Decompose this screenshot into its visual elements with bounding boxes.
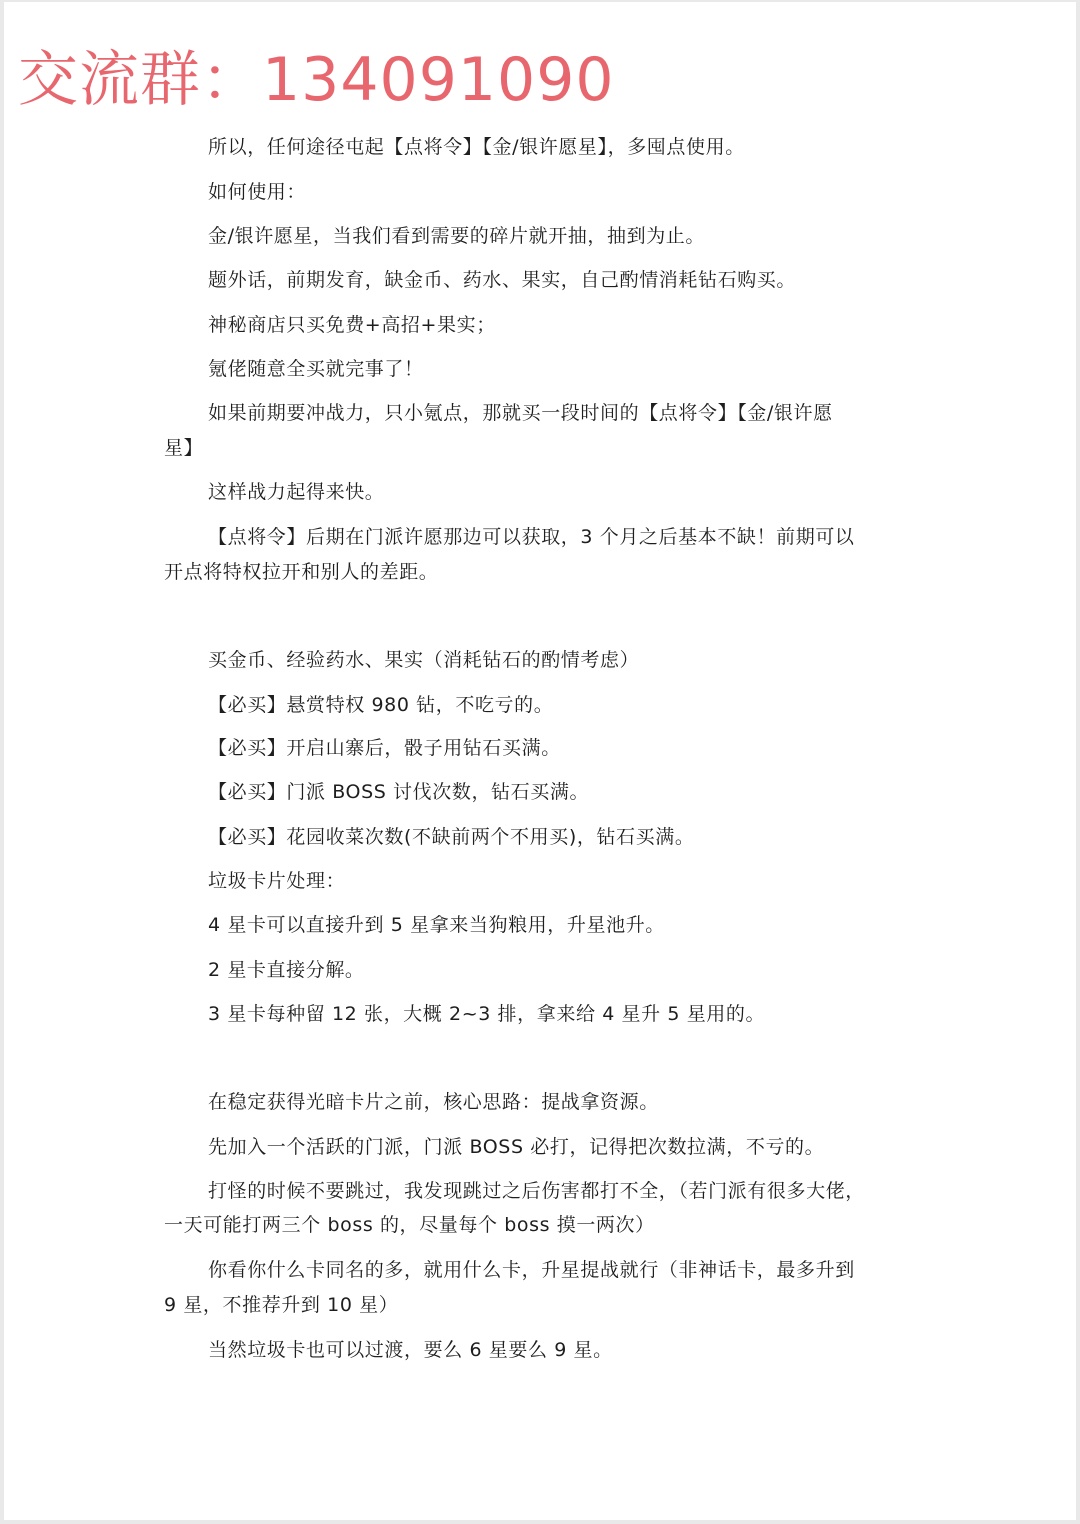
paragraph-line: 如果前期要冲战力，只小氪点，那就买一段时间的【点将令】【金/银许愿 [208, 402, 833, 424]
paragraph-line: 【点将令】后期在门派许愿那边可以获取，3 个月之后基本不缺！前期可以 [208, 526, 855, 548]
paragraph-line: 你看你什么卡同名的多，就用什么卡，升星提战就行（非神话卡，最多升到 [208, 1259, 855, 1281]
paragraph-line: 在稳定获得光暗卡片之前，核心思路：提战拿资源。 [208, 1091, 659, 1113]
paragraph-line: 题外话，前期发育，缺金币、药水、果实，自己酌情消耗钻石购买。 [208, 269, 797, 291]
paragraph-line: 先加入一个活跃的门派，门派 BOSS 必打，记得把次数拉满，不亏的。 [208, 1136, 825, 1158]
paragraph-line: 金/银许愿星，当我们看到需要的碎片就开抽，抽到为止。 [208, 225, 706, 247]
group-banner [18, 38, 615, 122]
paragraph-line: 【必买】悬赏特权 980 钻，不吃亏的。 [208, 694, 554, 716]
paragraph-line: 开点将特权拉开和别人的差距。 [164, 561, 439, 583]
paragraph-line: 一天可能打两三个 boss 的，尽量每个 boss 摸一两次） [164, 1214, 655, 1236]
paragraph-line: 所以，任何途径屯起【点将令】【金/银许愿星】，多囤点使用。 [208, 136, 745, 158]
paragraph-line: 氪佬随意全买就完事了！ [208, 358, 424, 380]
paragraph-line: 4 星卡可以直接升到 5 星拿来当狗粮用，升星池升。 [208, 914, 665, 936]
paragraph-line: 【必买】门派 BOSS 讨伐次数，钻石买满。 [208, 781, 590, 803]
paragraph-line: 3 星卡每种留 12 张，大概 2~3 排，拿来给 4 星升 5 星用的。 [208, 1003, 766, 1025]
group-number: 134091090 [262, 45, 615, 115]
paragraph-line: 买金币、经验药水、果实（消耗钻石的酌情考虑） [208, 649, 640, 671]
paragraph-line: 当然垃圾卡也可以过渡，要么 6 星要么 9 星。 [208, 1339, 613, 1361]
paragraph-line: 【必买】开启山寨后，骰子用钻石买满。 [208, 737, 561, 759]
paragraph-line: 如何使用： [208, 181, 307, 203]
group-label: 交流群： [18, 45, 262, 115]
paragraph-line: 9 星，不推荐升到 10 星） [164, 1294, 399, 1316]
paragraph-line: 2 星卡直接分解。 [208, 959, 365, 981]
paragraph-line: 【必买】花园收菜次数(不缺前两个不用买)，钻石买满。 [208, 826, 695, 848]
paragraph-line: 垃圾卡片处理： [208, 870, 346, 892]
paragraph-line: 这样战力起得来快。 [208, 481, 385, 503]
paragraph-line: 打怪的时候不要跳过，我发现跳过之后伤害都打不全，（若门派有很多大佬， [208, 1180, 865, 1202]
paragraph-line: 神秘商店只买免费+高招+果实； [208, 314, 496, 336]
paragraph-line: 星】 [164, 437, 204, 459]
